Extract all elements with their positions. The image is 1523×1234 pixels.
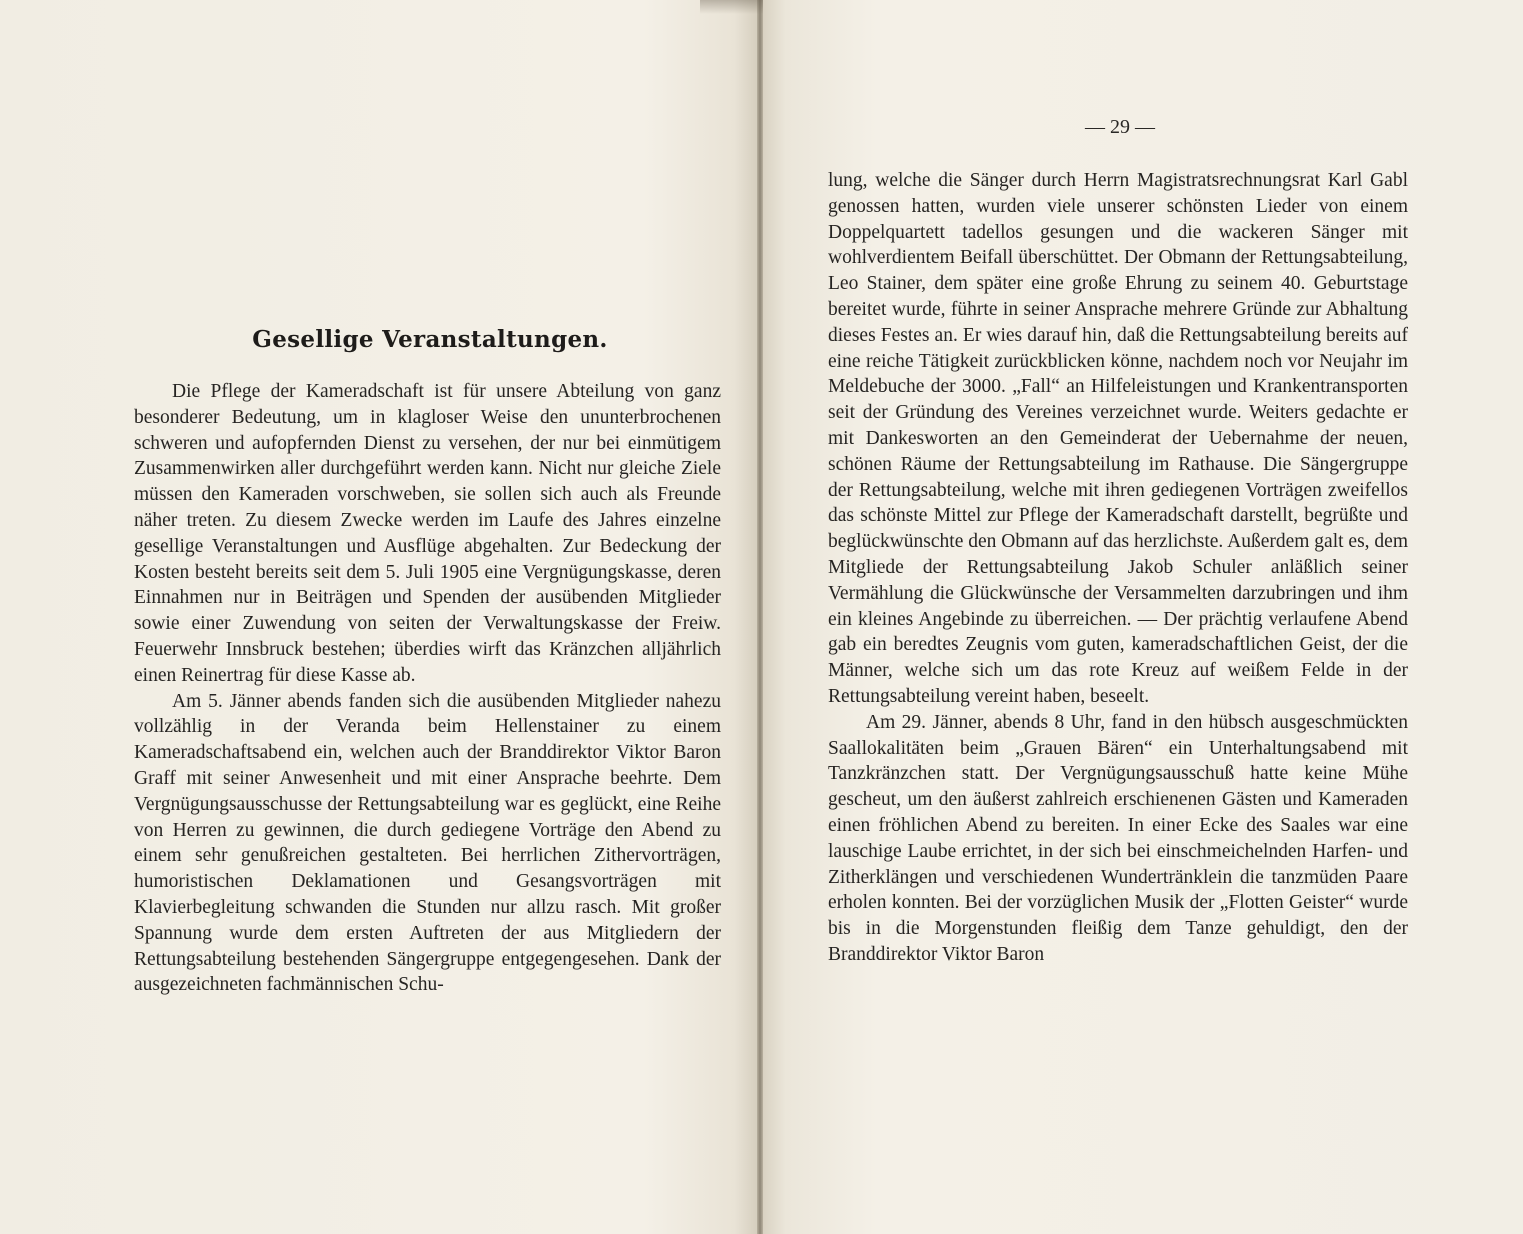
left-page	[0, 0, 757, 1234]
paragraph-continuation: lung, welche die Sänger durch Herrn Magistratsrechnungsrat Karl Gabl genossen hatten, wurden viele unserer schönsten Lieder von einem Doppelquartett tadellos gesungen und die wackeren Sänger mit wohlverdientem Beifall überschüttet. Der Obmann der Rettungsabteilung, Leo Stainer, dem später eine große Ehrung zu seinem 40. Geburtstage bereitet wurde, führte in seiner Ansprache mehrere Gründe zur Abhaltung dieses Festes an. Er wies darauf hin, daß die Rettungsabteilung bereits auf eine reiche Tätigkeit zurückblicken könne, nachdem noch vor Neujahr im Meldebuche der 3000. „Fall“ an Hilfeleistungen und Krankentransporten seit der Gründung des Vereines verzeichnet wurde. Weiters gedachte er mit Dankesworten an den Gemeinderat der Uebernahme der neuen, schönen Räume der Rettungsabteilung im Rathause. Die Sängergruppe der Rettungsabteilung, welche mit ihren gediegenen Vorträgen zweifellos das schönste Mittel zur Pflege der Kameradschaft darstellt, begrüßte und beglückwünschte den Obmann auf das herzlichste. Außerdem galt es, dem Mitgliede der Rettungsabteilung Jakob Schuler anläßlich seiner Vermählung die Glückwünsche der Versammelten darzubringen und ihm ein kleines Angebinde zu überreichen. — Der prächtig verlaufene Abend gab ein beredtes Zeugnis vom guten, kameradschaftlichen Geist, der die Männer, welche sich um das rote Kreuz auf weißem Felde in der Rettungsabteilung vereint haben, beseelt.	[828, 170, 1408, 707]
paragraph-kameradschaft: Die Pflege der Kameradschaft ist für unsere Abteilung von ganz besonderer Bedeutung, um in klagloser Weise den ununterbrochenen schweren und aufopfernden Dienst zu versehen, der nur bei einmütigem Zusammenwirken aller durchgeführt werden kann. Nicht nur gleiche Ziele müssen den Kameraden vorschweben, sie sollen sich auch als Freunde näher treten. Zu diesem Zwecke werden im Laufe des Jahres einzelne gesellige Veranstaltungen und Ausflüge abgehalten. Zur Bedeckung der Kosten besteht bereits seit dem 5. Juli 1905 eine Vergnügungskasse, deren Einnahmen nur in Beiträgen und Spenden der ausübenden Mitglieder sowie einer Zuwendung von seiten der Verwaltungskasse der Freiw. Feuerwehr Innsbruck bestehen; überdies wirft das Kränzchen alljährlich einen Reinertrag für diese Kasse ab.	[134, 381, 721, 686]
page-number: — 29 —	[1085, 116, 1155, 138]
paragraph-unterhaltungsabend: Am 29. Jänner, abends 8 Uhr, fand in den hübsch ausgeschmückten Saallokalitäten beim „Grauen Bären“ ein Unterhaltungsabend mit Tanzkränzchen statt. Der Vergnügungsausschuß hatte keine Mühe gescheut, um den äußerst zahlreich erschienenen Gästen und Kameraden einen fröhlichen Abend zu bereiten. In einer Ecke des Saales war eine lauschige Laube errichtet, in der sich bei einschmeichelnden Harfen- und Zitherklängen und verschiedenen Wundertränklein die tanzmüden Paare erholen konnten. Bei der vorzüglichen Musik der „Flotten Geister“ wurde bis in die Morgenstunden fleißig dem Tanze gehuldigt, den der Branddirektor Viktor Baron	[828, 711, 1408, 965]
right-page-text	[828, 168, 1408, 968]
section-heading: Gesellige Veranstaltungen.	[252, 326, 608, 353]
paragraph-kameradschaftsabend: Am 5. Jänner abends fanden sich die ausübenden Mitglieder nahezu vollzählig in der Veranda beim Hellenstainer zu einem Kameradschaftsabend ein, welchen auch der Branddirektor Viktor Baron Graff mit seiner Anwesenheit und mit einer Ansprache beehrte. Dem Vergnügungsausschusse der Rettungsabteilung war es geglückt, eine Reihe von Herren zu gewinnen, die durch gediegene Vorträge den Abend zu einem sehr genußreichen gestalteten. Bei herrlichen Zithervorträgen, humoristischen Deklamationen und Gesangsvorträgen mit Klavierbegleitung schwanden die Stunden nur allzu rasch. Mit großer Spannung wurde dem ersten Auftreten der aus Mitgliedern der Rettungsabteilung bestehenden Sängergruppe entgegengesehen. Dank der ausgezeichneten fachmännischen Schu-	[134, 690, 721, 996]
left-page-text	[134, 379, 721, 998]
